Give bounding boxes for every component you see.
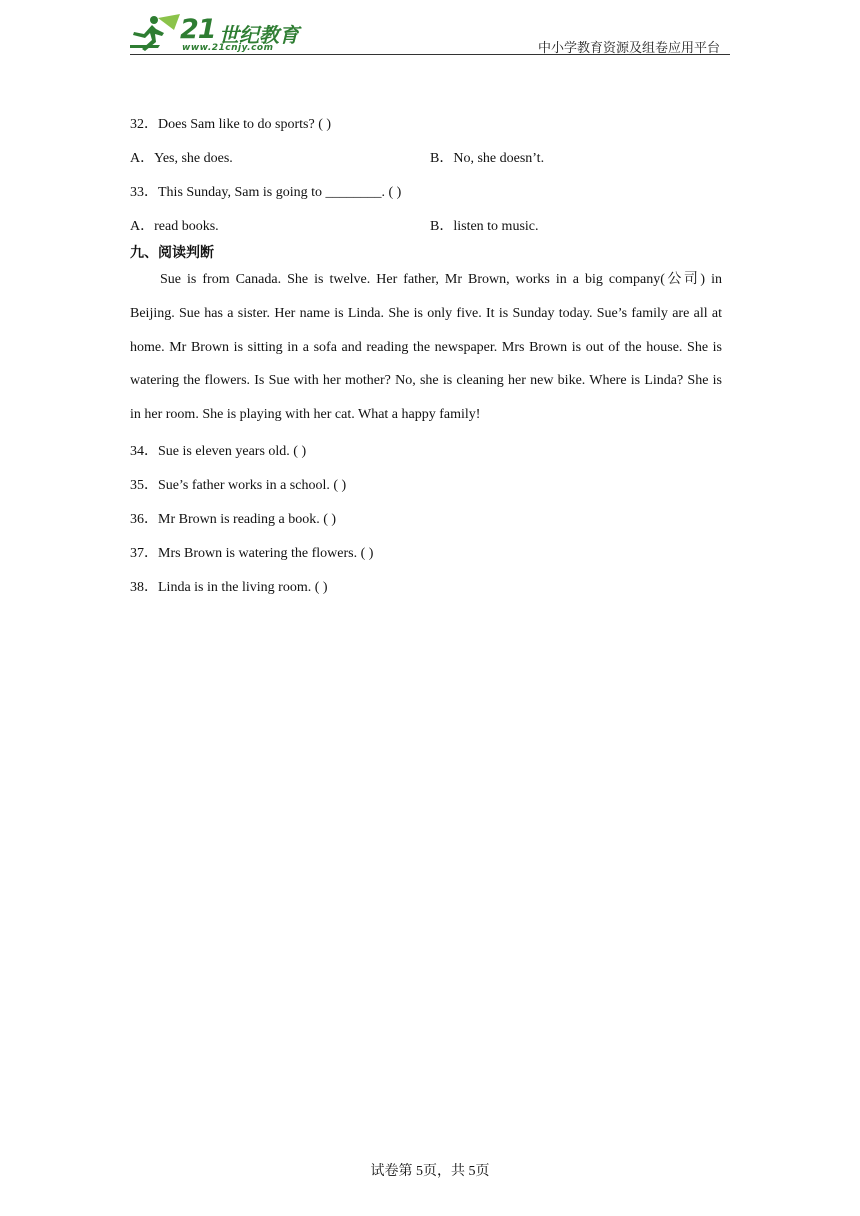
page-header bbox=[130, 10, 730, 55]
page-footer: 试卷第 5页，共 5页 bbox=[370, 1164, 490, 1179]
question-35: 35．Sue’s father works in a school. ( ) bbox=[130, 478, 347, 493]
question-38: 38．Linda is in the living room. ( ) bbox=[130, 580, 328, 595]
question-37: 37．Mrs Brown is watering the flowers. ( ) bbox=[130, 546, 374, 561]
question-34: 34．Sue is eleven years old. ( ) bbox=[130, 444, 307, 459]
question-32: 32．Does Sam like to do sports? ( ) bbox=[130, 117, 332, 132]
question-33-option-b: B．listen to music. bbox=[430, 219, 539, 234]
header-platform-text: 中小学教育资源及组卷应用平台 bbox=[537, 41, 720, 56]
logo-url: www.21cnjy.com bbox=[182, 43, 274, 53]
question-33: 33．This Sunday, Sam is going to ________. ( ) bbox=[130, 185, 402, 200]
question-33-option-a: A．read books. bbox=[130, 219, 219, 234]
question-36: 36．Mr Brown is reading a book. ( ) bbox=[130, 512, 337, 527]
section-title: 九、阅读判断 bbox=[130, 245, 214, 261]
question-32-option-b: B．No, she doesn’t. bbox=[430, 151, 545, 166]
runner-logo-icon bbox=[130, 12, 182, 52]
reading-passage: Sue is from Canada. She is twelve. Her father, Mr Brown, works in a big company(公司) in Beijing. Sue has a sister. Her name is Linda. She is only five. It is Sunday today. Sue’s family are all at home. Mr Brown is sitting in a sofa and reading the newspaper. Mrs Brown is out of the house. She is watering the flowers. Is Sue with her mother? No, she is cleaning her new bike. Where is Linda? She is in her room. She is playing with her cat. What a happy family! bbox=[130, 272, 722, 423]
question-32-option-a: A．Yes, she does. bbox=[130, 151, 233, 166]
logo-number: 21 bbox=[180, 14, 216, 45]
logo-text: 世纪教育 bbox=[219, 23, 299, 47]
logo bbox=[130, 10, 320, 54]
